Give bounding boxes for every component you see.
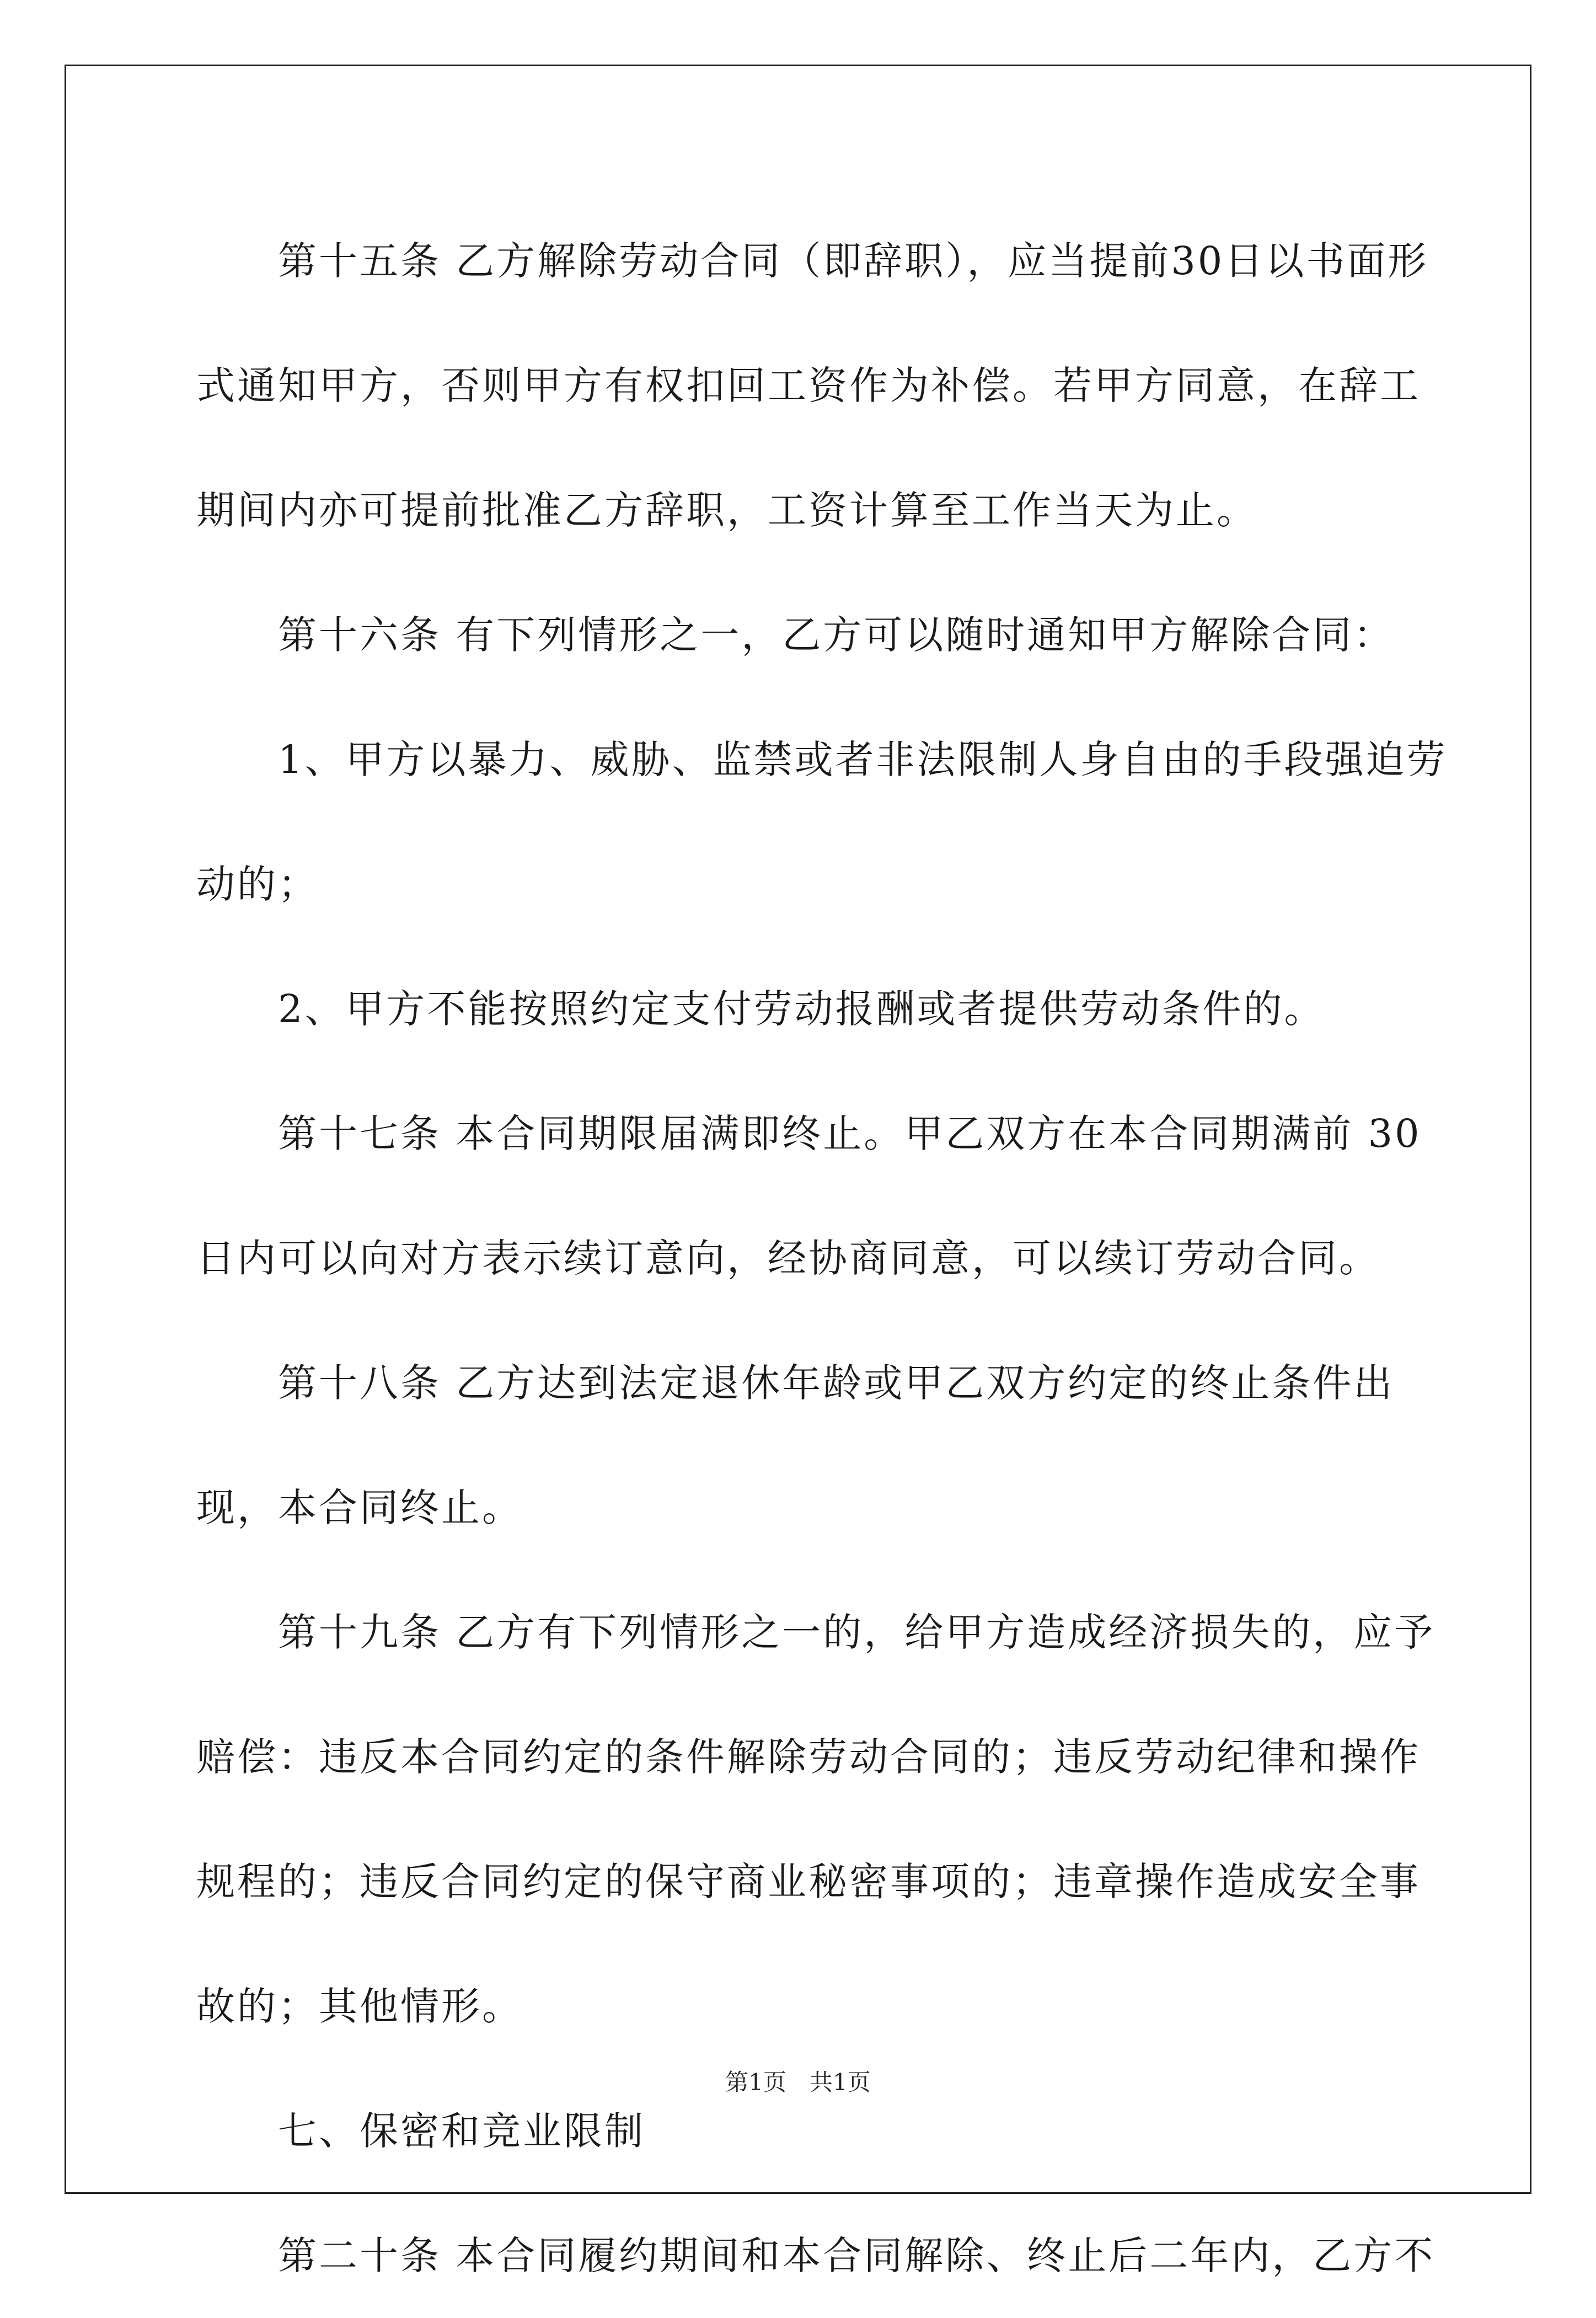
text-line: 第十六条 有下列情形之一，乙方可以随时通知甲方解除合同： bbox=[196, 612, 1395, 658]
page-number: 第1页 共1页 bbox=[725, 2069, 871, 2096]
document-body bbox=[196, 199, 1448, 2318]
text-line: 故的；其他情形。 bbox=[196, 1984, 523, 2029]
text-line: 赔偿：违反本合同约定的条件解除劳动合同的；违反劳动纪律和操作 bbox=[196, 1734, 1421, 1780]
text-line: 第十九条 乙方有下列情形之一的，给甲方造成经济损失的，应予 bbox=[196, 1610, 1436, 1655]
text-line: 1、甲方以暴力、威胁、监禁或者非法限制人身自由的手段强迫劳 bbox=[196, 737, 1448, 782]
text-line: 日内可以向对方表示续订意向，经协商同意，可以续订劳动合同。 bbox=[196, 1236, 1380, 1281]
text-line: 动的； bbox=[196, 862, 319, 907]
text-line: 第二十条 本合同履约期间和本合同解除、终止后二年内，乙方不 bbox=[196, 2233, 1436, 2278]
text-line: 规程的；违反合同约定的保守商业秘密事项的；违章操作造成安全事 bbox=[196, 1859, 1421, 1904]
text-line: 2、甲方不能按照约定支付劳动报酬或者提供劳动条件的。 bbox=[196, 986, 1325, 1032]
section-heading: 七、保密和竞业限制 bbox=[196, 2108, 645, 2154]
text-line: 第十八条 乙方达到法定退休年龄或甲乙双方约定的终止条件出 bbox=[196, 1360, 1395, 1406]
text-line: 第十五条 乙方解除劳动合同（即辞职），应当提前30日以书面形 bbox=[196, 238, 1429, 284]
text-line: 期间内亦可提前批准乙方辞职，工资计算至工作当天为止。 bbox=[196, 488, 1257, 533]
text-line: 现，本合同终止。 bbox=[196, 1485, 523, 1530]
text-line: 第十七条 本合同期限届满即终止。甲乙双方在本合同期满前 30 bbox=[196, 1111, 1422, 1156]
text-line: 式通知甲方，否则甲方有权扣回工资作为补偿。若甲方同意，在辞工 bbox=[196, 363, 1421, 408]
